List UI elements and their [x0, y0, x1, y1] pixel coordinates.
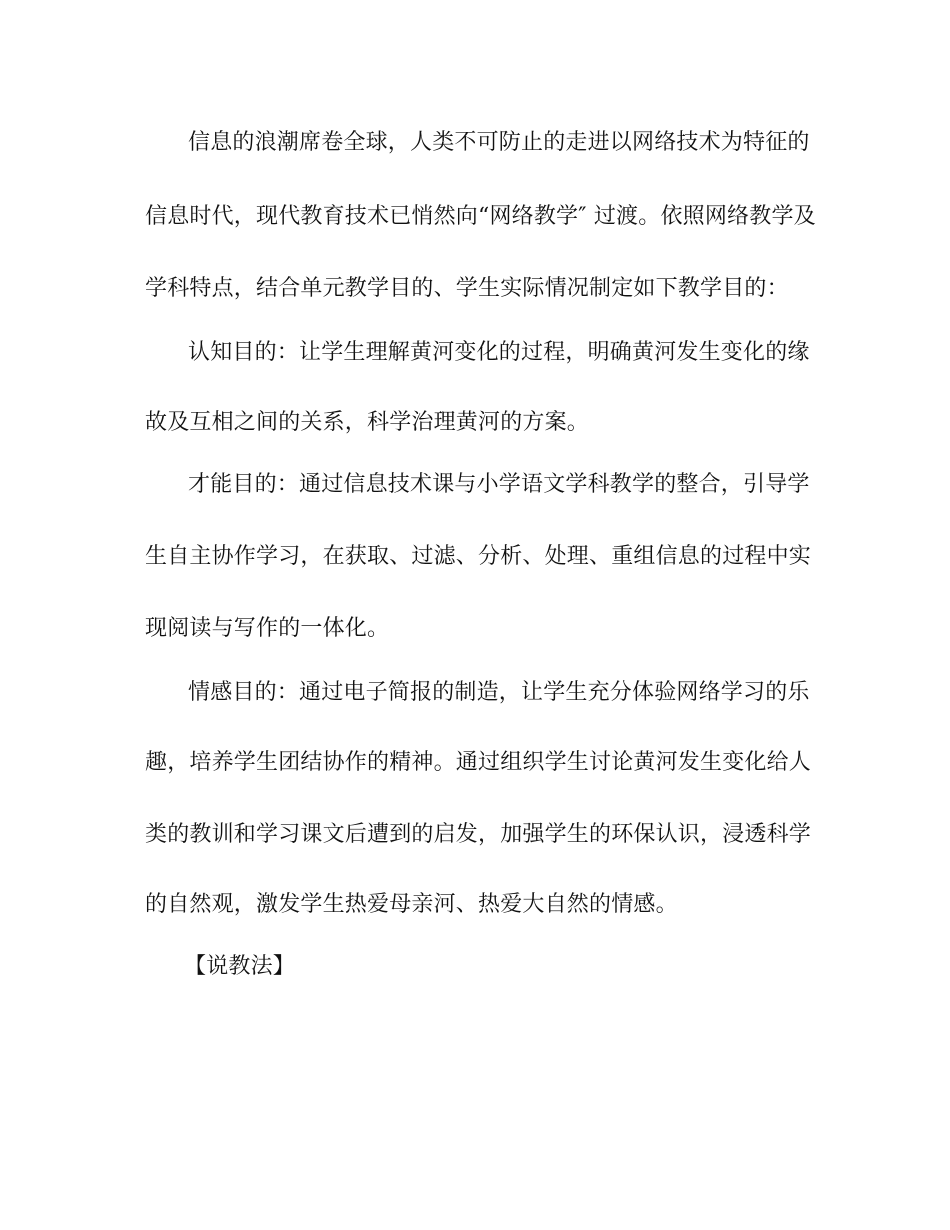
paragraph-intro-line-3: 学科特点，结合单元教学目的、学生实际情况制定如下教学目的： [145, 276, 789, 301]
paragraph-intro-line-2: 信息时代，现代教育技术已悄然向“网络教学″ 过渡。依照网络教学及 [145, 204, 816, 229]
paragraph-emotion-goal-line-1: 情感目的：通过电子简报的制造，让学生充分体验网络学习的乐 [188, 680, 810, 705]
paragraph-emotion-goal-line-3: 类的教训和学习课文后遭到的启发，加强学生的环保认识，浸透科学 [145, 822, 812, 847]
paragraph-ability-goal-line-3: 现阅读与写作的一体化。 [145, 616, 390, 641]
paragraph-ability-goal-line-2: 生自主协作学习，在获取、过滤、分析、处理、重组信息的过程中实 [145, 544, 812, 569]
paragraph-emotion-goal-line-2: 趣，培养学生团结协作的精神。通过组织学生讨论黄河发生变化给人 [145, 750, 812, 775]
paragraph-emotion-goal-line-4: 的自然观，激发学生热爱母亲河、热爱大自然的情感。 [145, 892, 678, 917]
paragraph-cognitive-goal-line-1: 认知目的：让学生理解黄河变化的过程，明确黄河发生变化的缘 [188, 340, 810, 365]
paragraph-intro-line-1: 信息的浪潮席卷全球，人类不可防止的走进以网络技术为特征的 [188, 130, 810, 155]
section-heading: 【说教法】 [184, 954, 296, 979]
paragraph-ability-goal-line-1: 才能目的：通过信息技术课与小学语文学科教学的整合，引导学 [188, 472, 810, 497]
paragraph-cognitive-goal-line-2: 故及互相之间的关系，科学治理黄河的方案。 [145, 410, 590, 435]
